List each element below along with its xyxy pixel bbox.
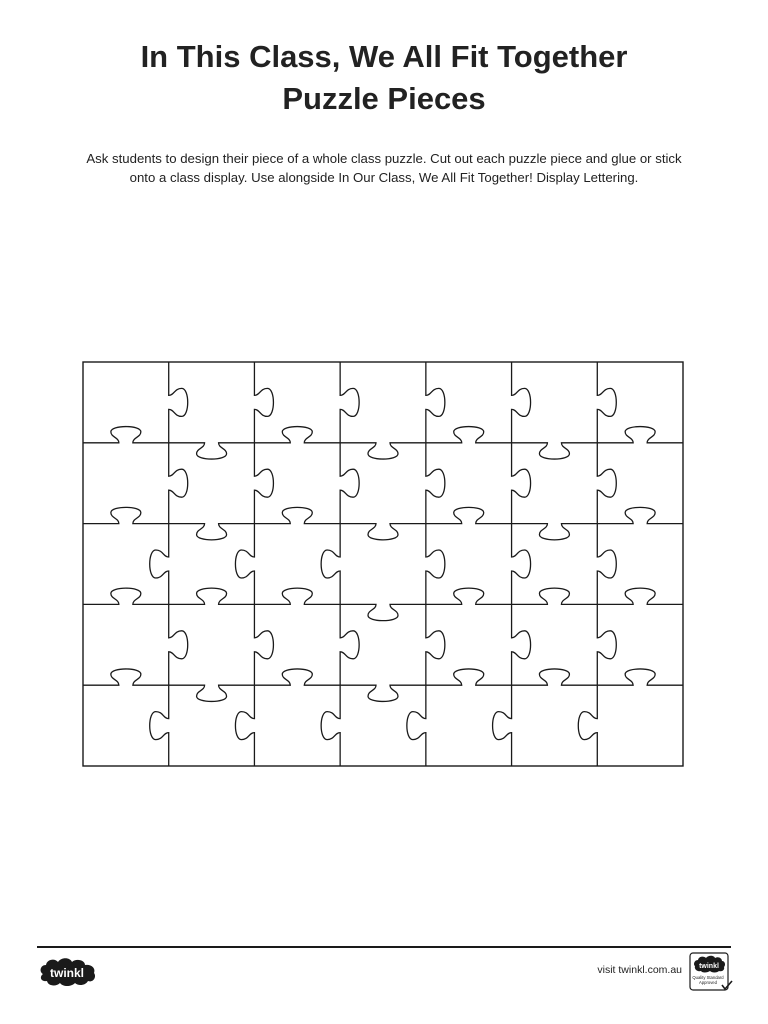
puzzle-vertical-edge (340, 362, 359, 443)
badge-line-1: Quality Standard (692, 975, 724, 980)
puzzle-horizontal-edge (169, 588, 255, 604)
puzzle-vertical-edge (597, 524, 616, 605)
puzzle-horizontal-edge (169, 685, 255, 701)
badge-wordmark: twinkl (699, 963, 719, 970)
puzzle-horizontal-edge (340, 443, 426, 459)
puzzle-vertical-edge (512, 524, 531, 605)
puzzle-vertical-edge (512, 443, 531, 524)
footer-divider (37, 946, 731, 948)
puzzle-horizontal-edge (83, 507, 169, 523)
puzzle-vertical-edge (407, 685, 426, 766)
quality-badge-icon (689, 952, 733, 992)
title-line-2: Puzzle Pieces (282, 81, 486, 116)
logo-wordmark: twinkl (49, 966, 85, 980)
puzzle-vertical-edge (321, 524, 340, 605)
puzzle-vertical-edge (578, 685, 597, 766)
twinkl-logo-icon (37, 954, 99, 990)
puzzle-horizontal-edge (512, 588, 598, 604)
puzzle-horizontal-edge (169, 524, 255, 540)
puzzle-horizontal-edge (512, 443, 598, 459)
puzzle-vertical-edge (597, 362, 616, 443)
puzzle-horizontal-edge (426, 507, 512, 523)
puzzle-vertical-edge (426, 524, 445, 605)
instructions-line-2: onto a class display. Use alongside In Our Class, We All Fit Together! Display Lettering. (129, 170, 639, 185)
puzzle-horizontal-edge (597, 588, 683, 604)
puzzle-vertical-edge (340, 443, 359, 524)
puzzle-horizontal-edge (254, 427, 340, 443)
puzzle-vertical-edge (597, 443, 616, 524)
puzzle-vertical-edge (426, 604, 445, 685)
puzzle-vertical-edge (150, 524, 169, 605)
puzzle-vertical-edge (426, 443, 445, 524)
puzzle-vertical-edge (169, 362, 188, 443)
title-line-1: In This Class, We All Fit Together (140, 39, 628, 74)
puzzle-horizontal-edge (169, 443, 255, 459)
puzzle-vertical-edge (235, 524, 254, 605)
puzzle-vertical-edge (254, 362, 273, 443)
puzzle-horizontal-edge (254, 669, 340, 685)
puzzle-horizontal-edge (254, 507, 340, 523)
footer-url[interactable]: visit twinkl.com.au (597, 964, 682, 976)
puzzle-horizontal-edge (83, 588, 169, 604)
puzzle-vertical-edge (597, 604, 616, 685)
puzzle-vertical-edge (493, 685, 512, 766)
puzzle-horizontal-edge (340, 524, 426, 540)
puzzle-vertical-edge (426, 362, 445, 443)
instructions-line-1: Ask students to design their piece of a whole class puzzle. Cut out each puzzle piece and glue or stick (86, 151, 682, 166)
puzzle-horizontal-edge (254, 588, 340, 604)
puzzle-vertical-edge (235, 685, 254, 766)
puzzle-horizontal-edge (597, 427, 683, 443)
puzzle-horizontal-edge (83, 669, 169, 685)
puzzle-vertical-edge (254, 604, 273, 685)
puzzle-horizontal-edge (426, 669, 512, 685)
puzzle-vertical-edge (321, 685, 340, 766)
puzzle-horizontal-edge (597, 669, 683, 685)
puzzle-vertical-edge (169, 604, 188, 685)
puzzle-horizontal-edge (512, 669, 598, 685)
puzzle-horizontal-edge (426, 588, 512, 604)
puzzle-border (83, 362, 683, 766)
puzzle-vertical-edge (169, 443, 188, 524)
puzzle-horizontal-edge (340, 604, 426, 620)
puzzle-horizontal-edge (597, 507, 683, 523)
puzzle-vertical-edge (512, 604, 531, 685)
puzzle-horizontal-edge (512, 524, 598, 540)
puzzle-vertical-edge (150, 685, 169, 766)
puzzle-vertical-edge (512, 362, 531, 443)
puzzle-horizontal-edge (426, 427, 512, 443)
puzzle-vertical-edge (254, 443, 273, 524)
puzzle-vertical-edge (340, 604, 359, 685)
puzzle-horizontal-edge (340, 685, 426, 701)
badge-line-2: Approved (699, 980, 717, 985)
puzzle-horizontal-edge (83, 427, 169, 443)
